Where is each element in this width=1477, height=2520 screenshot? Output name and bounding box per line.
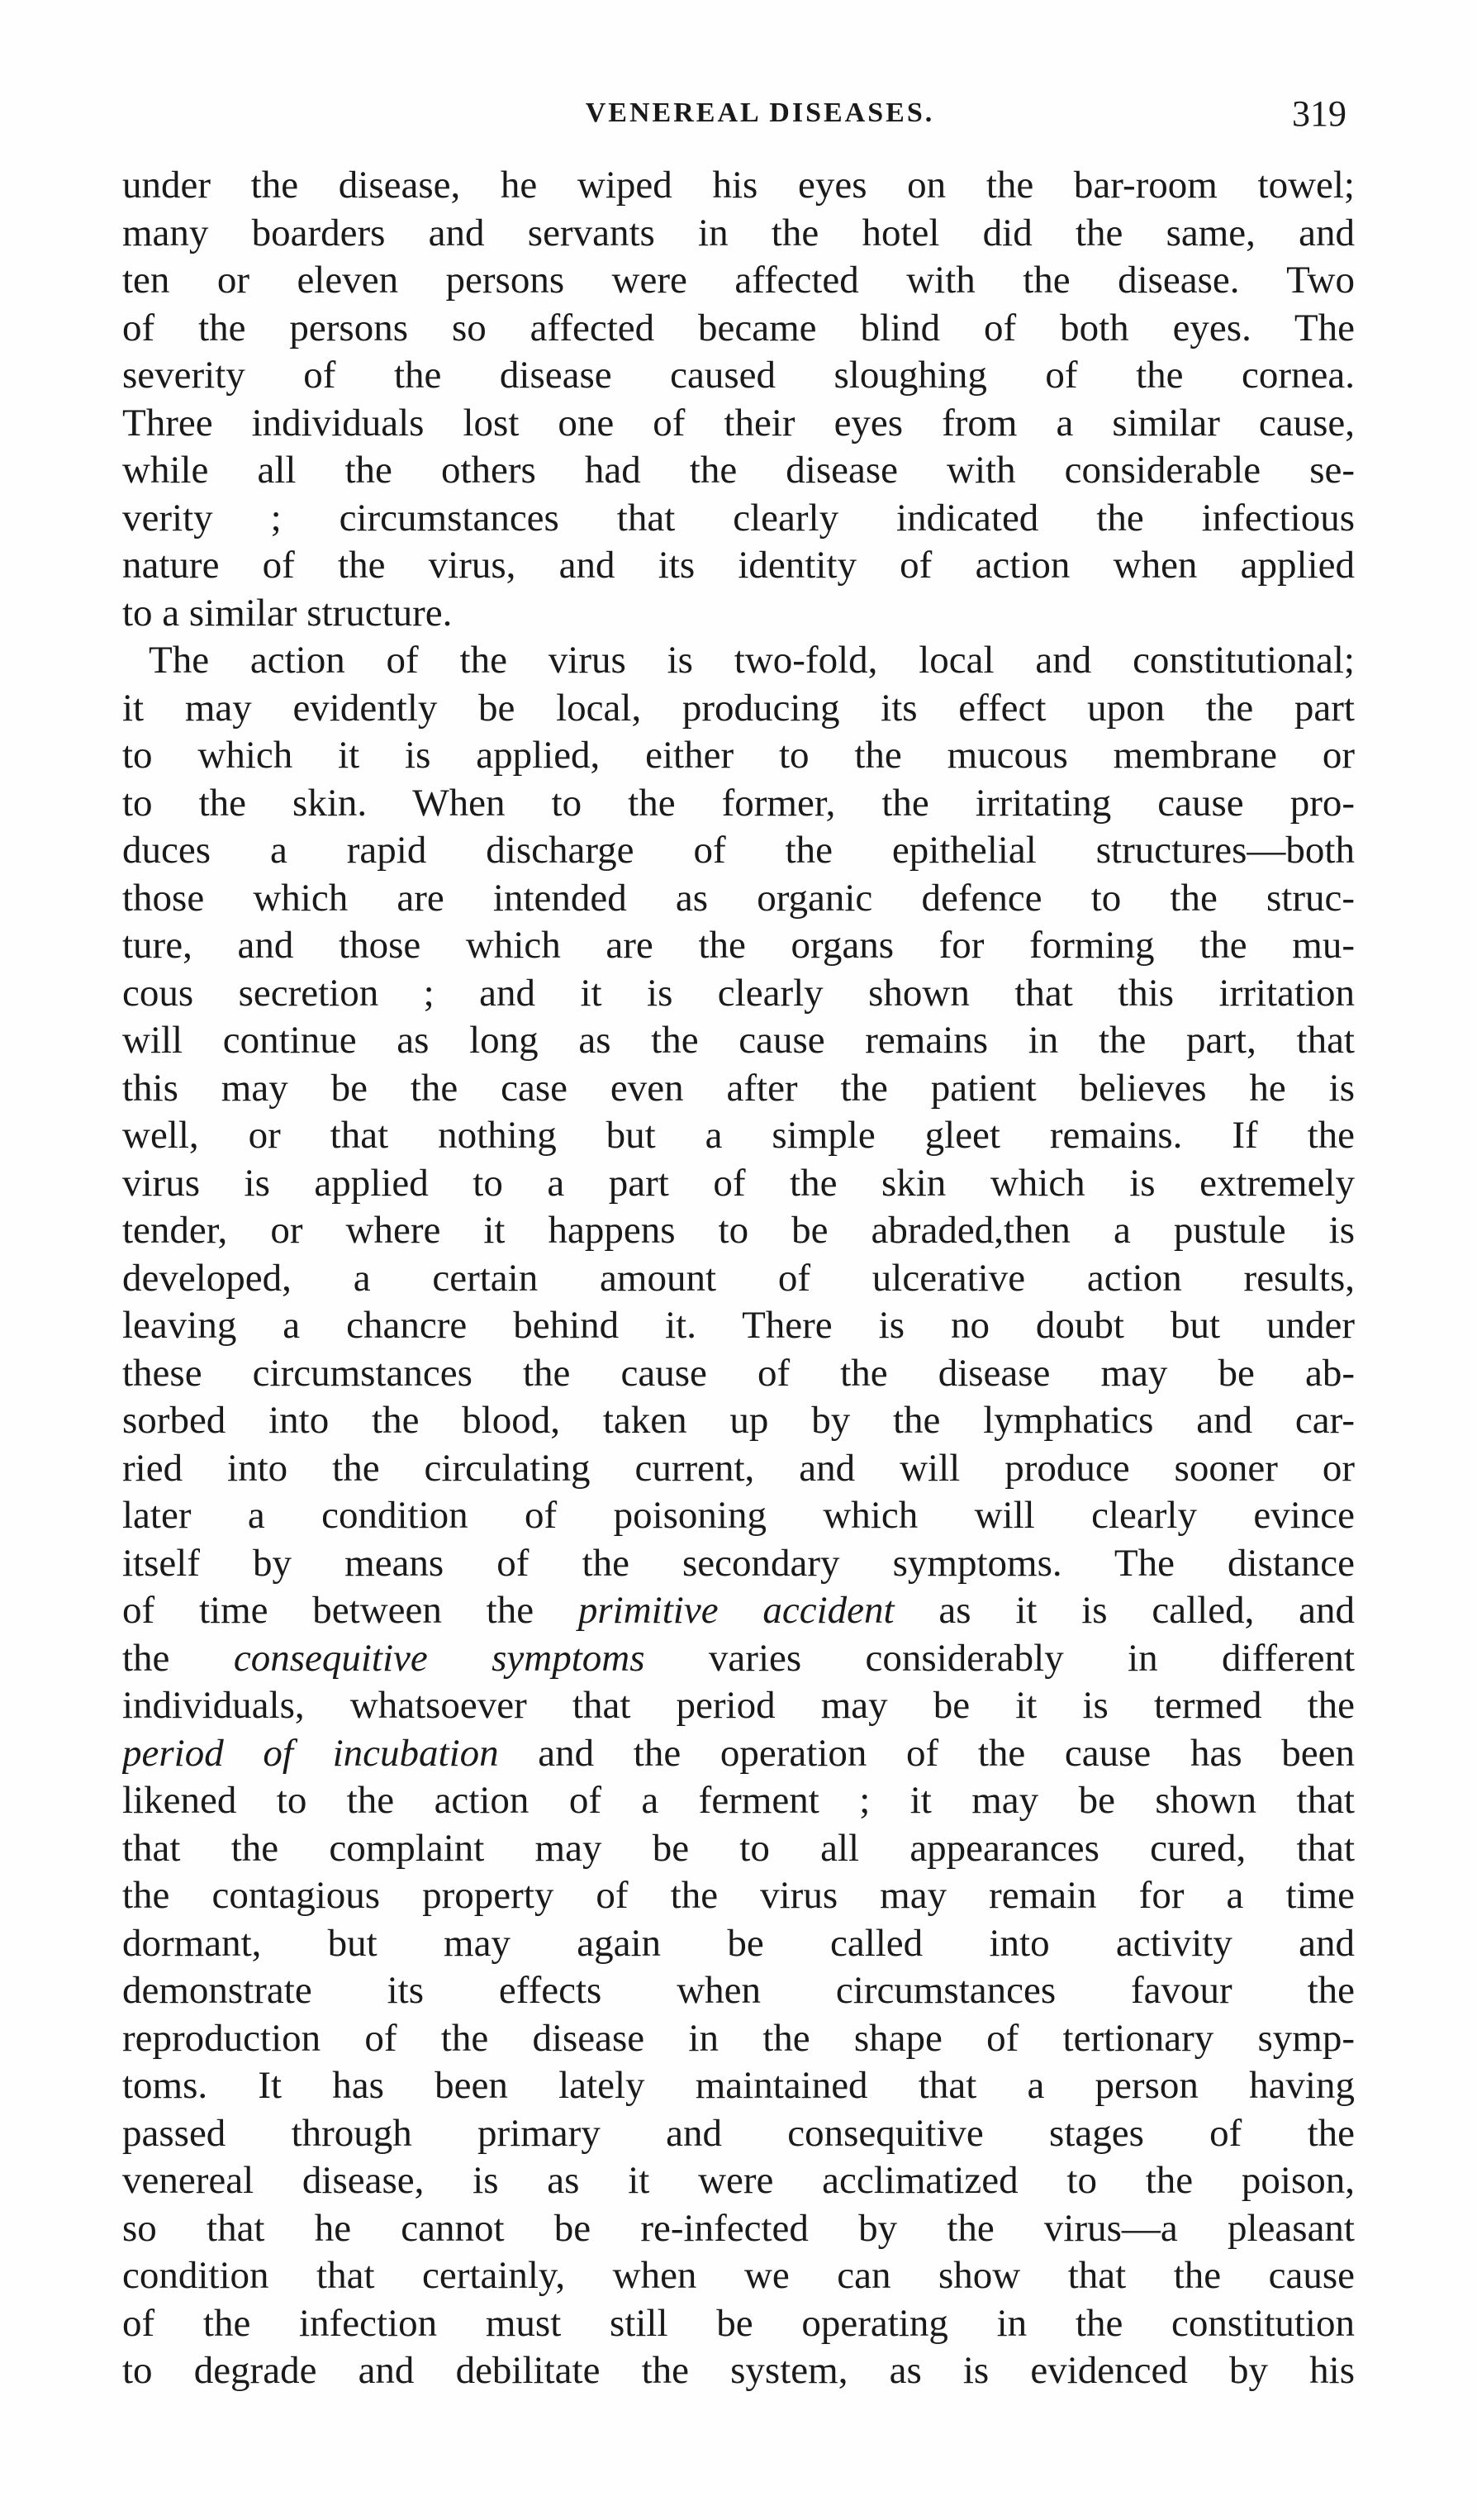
text-line: likened to the action of a ferment ; it may be shown that: [122, 1779, 1355, 1822]
text-line: of the infection must still be operating in the constitution: [122, 2301, 1355, 2345]
text-line: these circumstances the cause of the disease may be ab-: [122, 1351, 1355, 1395]
italic-phrase: consequitive symptoms: [233, 1636, 645, 1680]
page-number: 319: [1292, 93, 1346, 134]
text-line: so that he cannot be re-infected by the virus—a pleasant: [122, 2206, 1355, 2250]
line-segment: and the operation of the cause has been: [498, 1731, 1355, 1775]
text-line: many boarders and servants in the hotel did the same, and: [122, 211, 1355, 254]
text-line: individuals, whatsoever that period may be it is termed the: [122, 1684, 1355, 1727]
text-line: of the persons so affected became blind of both eyes. The: [122, 306, 1355, 349]
text-line: that the complaint may be to all appearances cured, that: [122, 1826, 1355, 1870]
text-line: passed through primary and consequitive stages of the: [122, 2111, 1355, 2155]
text-line: well, or that nothing but a simple gleet remains. If the: [122, 1114, 1355, 1157]
text-line: cous secretion ; and it is clearly shown that this irritation: [122, 971, 1355, 1015]
text-line: venereal disease, is as it were acclimatized to the poison,: [122, 2159, 1355, 2202]
line-segment: of time between the: [122, 1589, 578, 1632]
text-line: demonstrate its effects when circumstances favour the: [122, 1969, 1355, 2012]
text-line: later a condition of poisoning which will clearly evince: [122, 1494, 1355, 1537]
text-line: will continue as long as the cause remains in the part, that: [122, 1019, 1355, 1062]
text-line: virus is applied to a part of the skin which is extremely: [122, 1161, 1355, 1205]
text-line: toms. It has been lately maintained that a person having: [122, 2064, 1355, 2107]
text-line: to a similar structure.: [122, 591, 453, 635]
text-line: ture, and those which are the organs for forming the mu-: [122, 924, 1355, 967]
italic-phrase: period of incubation: [122, 1731, 499, 1775]
text-line: condition that certainly, when we can show that the cause: [122, 2254, 1355, 2297]
text-line: verity ; circumstances that clearly indicated the infectious: [122, 496, 1355, 540]
text-line: [122, 1587, 1355, 1635]
text-line: under the disease, he wiped his eyes on the bar-room towel;: [122, 164, 1355, 207]
line-segment: the: [122, 1636, 234, 1680]
line-segment: as it is called, and: [894, 1589, 1355, 1632]
text-line: developed, a certain amount of ulcerative action results,: [122, 1256, 1355, 1300]
text-line: while all the others had the disease with considerable se-: [122, 449, 1355, 492]
text-line: Three individuals lost one of their eyes from a similar cause,: [122, 401, 1355, 445]
text-line: to degrade and debilitate the system, as is evidenced by his: [122, 2349, 1355, 2392]
text-line: ten or eleven persons were affected with the disease. Two: [122, 259, 1355, 302]
text-line: ried into the circulating current, and will produce sooner or: [122, 1446, 1355, 1490]
running-head: [173, 93, 1346, 147]
text-line: the contagious property of the virus may remain for a time: [122, 1874, 1355, 1917]
body-text: [122, 162, 1355, 2395]
text-line: tender, or where it happens to be abraded,then a pustule is: [122, 1209, 1355, 1252]
text-line: sorbed into the blood, taken up by the lymphatics and car-: [122, 1399, 1355, 1442]
text-line: [122, 1635, 1355, 1683]
text-line: to which it is applied, either to the mucous membrane or: [122, 734, 1355, 777]
text-line: dormant, but may again be called into activity and: [122, 1921, 1355, 1965]
text-line: it may evidently be local, producing its effect upon the part: [122, 686, 1355, 730]
text-line: to the skin. When to the former, the irritating cause pro-: [122, 781, 1355, 825]
text-line: this may be the case even after the patient believes he is: [122, 1066, 1355, 1110]
text-line: those which are intended as organic defence to the struc-: [122, 876, 1355, 920]
italic-phrase: primitive accident: [577, 1589, 895, 1632]
running-title: VENEREAL DISEASES.: [585, 97, 935, 128]
text-line: severity of the disease caused sloughing of the cornea.: [122, 354, 1355, 397]
text-line: leaving a chancre behind it. There is no doubt but under: [122, 1304, 1355, 1347]
text-line: The action of the virus is two-fold, local and constitutional;: [149, 639, 1355, 682]
line-segment: varies considerably in different: [644, 1636, 1355, 1680]
text-line: itself by means of the secondary symptoms. The distance: [122, 1541, 1355, 1585]
text-line: [122, 1730, 1355, 1778]
text-line: reproduction of the disease in the shape of tertionary symp-: [122, 2016, 1355, 2060]
text-line: nature of the virus, and its identity of action when applied: [122, 544, 1355, 587]
text-line: duces a rapid discharge of the epithelial structures—both: [122, 829, 1355, 872]
